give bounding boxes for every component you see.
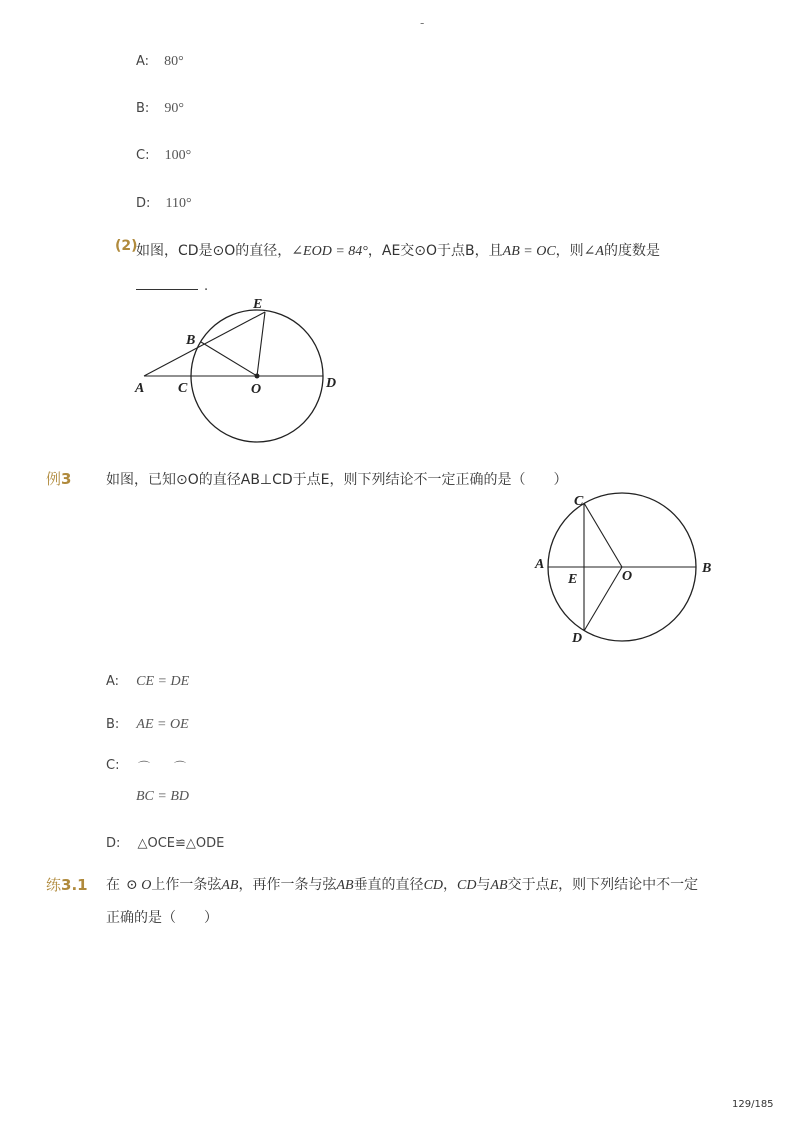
option-value: 90° <box>164 101 185 116</box>
q2-text-part: 的度数是 <box>603 243 660 259</box>
text-part: ， <box>443 877 458 893</box>
label-d: D <box>326 376 337 391</box>
label-d: D <box>572 631 583 646</box>
option-label: C: <box>136 148 150 163</box>
q2-text <box>136 240 660 260</box>
text-part: ，再作一条与弦 <box>238 877 337 893</box>
math-e: E <box>549 878 559 893</box>
option-value: 80° <box>164 54 184 69</box>
math-ab: AB <box>336 878 354 893</box>
q2-text-part: ，AE交⊙O于点B，且 <box>367 243 503 259</box>
ex3-option-a[interactable] <box>106 670 189 690</box>
practice-3-1-tag <box>46 874 88 895</box>
option-label: C: <box>106 758 120 773</box>
label-a: A <box>135 381 145 396</box>
tag-number: 3.1 <box>61 876 88 894</box>
q2-text-part: ，则 <box>555 243 584 259</box>
q1-option-a[interactable] <box>136 50 184 70</box>
option-label: D: <box>106 836 121 851</box>
option-value: △OCE≌△ODE <box>137 836 225 851</box>
text-part: 垂直的直径 <box>353 877 424 893</box>
q2-math-angle: ∠EOD = 84° <box>291 244 368 259</box>
ex3-option-d[interactable] <box>106 832 224 851</box>
math-cd: CD <box>457 878 477 893</box>
arc-mark: ⌒ <box>174 760 187 774</box>
option-value: BC = BD <box>136 789 189 804</box>
center-point-o <box>255 374 260 379</box>
q2-text-part: 如图，CD是⊙O的直径， <box>136 243 292 259</box>
q2-math-angle-a: ∠A <box>583 244 604 259</box>
page-number: 129/185 <box>732 1099 774 1110</box>
q2-figure <box>130 292 360 450</box>
label-e: E <box>253 297 263 312</box>
option-label: D: <box>136 196 151 211</box>
header-mark: - <box>420 16 425 30</box>
option-label: A: <box>136 54 150 69</box>
math-ab: AB <box>490 878 508 893</box>
tag-prefix: 例 <box>46 470 62 488</box>
q2-math-equal: AB = OC <box>502 244 556 259</box>
option-value: AE = OE <box>136 717 189 732</box>
math-ab: AB <box>221 878 239 893</box>
label-e: E <box>568 572 578 587</box>
ex3-option-b[interactable] <box>106 713 189 733</box>
line-ob <box>201 342 257 376</box>
q1-option-b[interactable] <box>136 97 184 117</box>
example-3-text: 如图，已知⊙O的直径AB⊥CD于点E，则下列结论不一定正确的是（ ） <box>106 472 568 488</box>
practice-3-1-text-line1 <box>106 874 698 894</box>
option-value: 110° <box>165 196 192 211</box>
option-label: B: <box>136 101 150 116</box>
option-value: 100° <box>164 148 192 163</box>
example-3-figure <box>530 490 720 650</box>
q2-period: . <box>204 279 209 294</box>
tag-prefix: 练 <box>46 876 62 894</box>
math-cd: CD <box>423 878 444 893</box>
text-part: 上作一条弦 <box>151 877 222 893</box>
text-part: 与 <box>476 877 491 893</box>
q2-number: (2) <box>115 238 138 254</box>
arc-mark: ⌒ <box>138 760 151 774</box>
text-part: 交于点 <box>507 877 550 893</box>
ex3-option-c[interactable] <box>106 758 226 808</box>
label-c: C <box>178 381 188 396</box>
line-co <box>584 503 622 567</box>
option-label: B: <box>106 717 120 732</box>
q1-option-c[interactable] <box>136 144 191 164</box>
text-part: ，则下列结论中不一定 <box>558 877 699 893</box>
practice-3-1-text-line2: 正确的是（ ） <box>106 910 218 926</box>
label-o: O <box>251 382 262 397</box>
example-3-tag <box>46 468 71 489</box>
option-label: A: <box>106 674 120 689</box>
answer-blank[interactable] <box>136 277 198 290</box>
line-do <box>584 567 622 631</box>
label-b: B <box>702 561 712 576</box>
label-a: A <box>535 557 545 572</box>
math-circle-o: ⊙ O <box>126 878 152 893</box>
option-value: CE = DE <box>136 674 190 689</box>
text-part: 在 <box>106 877 120 893</box>
label-c: C <box>574 494 584 509</box>
tag-number: 3 <box>61 470 72 488</box>
label-o: O <box>622 569 633 584</box>
q1-option-d[interactable] <box>136 192 192 212</box>
label-b: B <box>186 333 196 348</box>
line-oe <box>257 312 265 376</box>
